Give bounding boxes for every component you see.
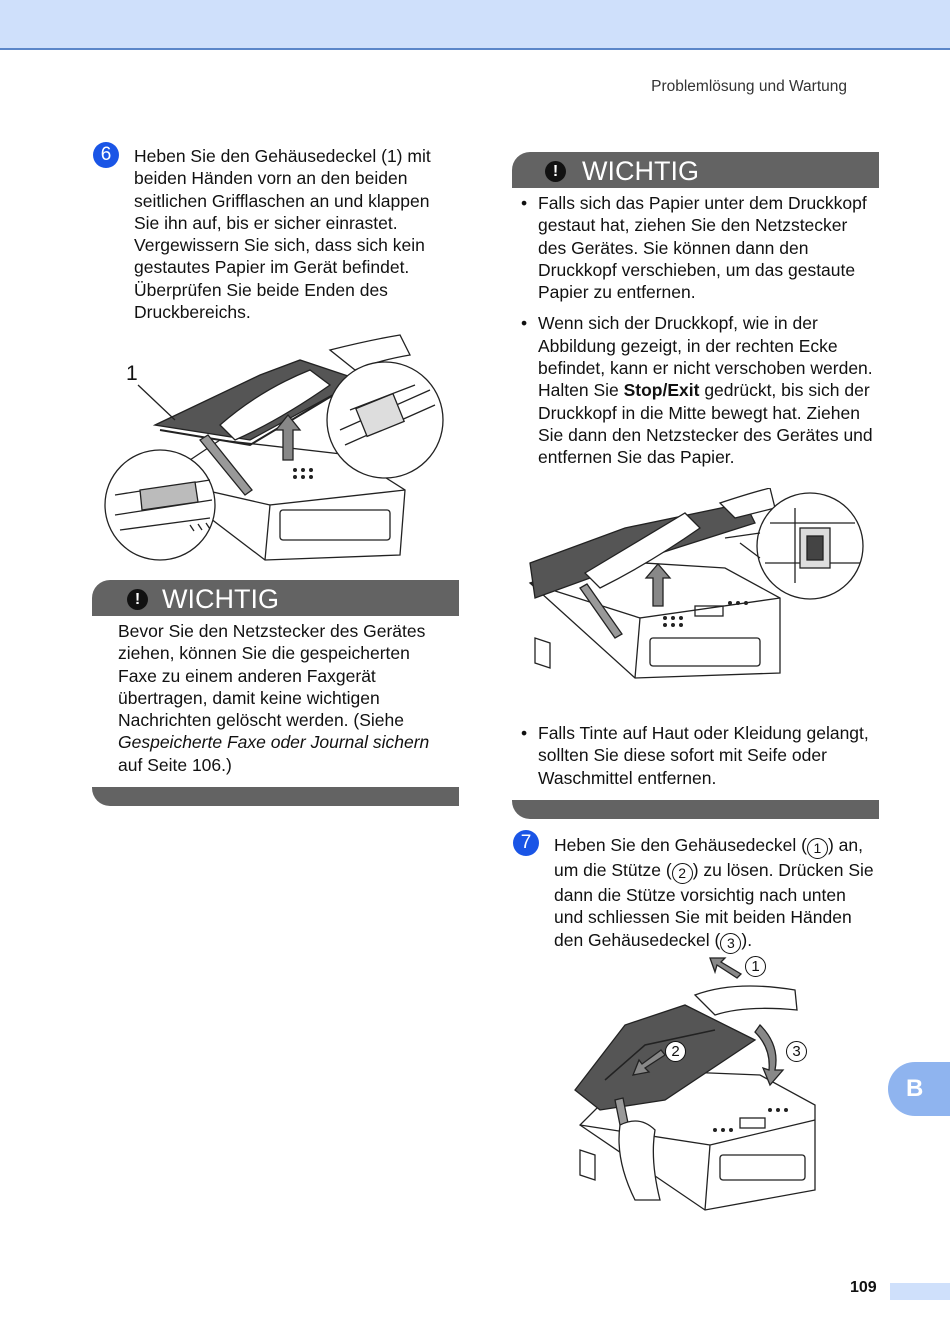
warning-left-text-1: Bevor Sie den Netzstecker des Gerätes ziehen, können Sie die gespeicherten Faxe zu einem anderen Faxgerät übertragen, damit keine wichtigen Nachrichten gelöscht werden. (Siehe [118, 621, 426, 731]
warning-left-text-2: auf Seite 106.) [118, 754, 232, 775]
callout-circle-1: 1 [745, 956, 766, 977]
exclamation-icon: ! [545, 161, 566, 182]
warning-right-header [512, 152, 879, 188]
warning-left-reference: Gespeicherte Faxe oder Journal sichern [118, 732, 430, 753]
illustration-close-cover [565, 950, 825, 1215]
footer-bar [890, 1283, 950, 1300]
step-7-text-2: ) an, um die Stütze ( [554, 835, 863, 880]
step-7-text-3: ) zu lösen. Drücken Sie dann die Stütze vorsichtig nach unten und schliessen Sie mit beiden Händen den Gehäusedeckel ( [554, 860, 874, 950]
warning-bullet-3: • Falls Tinte auf Haut oder Kleidung gelangt, sollten Sie diese sofort mit Seife oder Waschmittel entfernen. [513, 722, 878, 789]
warning-left-footer-bar [92, 787, 459, 806]
exclamation-icon: ! [127, 589, 148, 610]
step-7-text-1: Heben Sie den Gehäusedeckel ( [554, 835, 807, 855]
page-number: 109 [850, 1279, 877, 1296]
callout-circle-2: 2 [665, 1041, 686, 1062]
chapter-tab-b[interactable]: B [888, 1062, 950, 1116]
step-7-badge: 7 [513, 830, 539, 856]
warning-right-title: WICHTIG [582, 156, 699, 186]
warning-right-list [513, 192, 878, 478]
circled-number-3: 3 [720, 933, 741, 954]
warning-left-header [92, 580, 459, 616]
stop-exit-key-label: Stop/Exit [623, 380, 700, 401]
warning-right-list-2 [513, 722, 878, 798]
step-7-text-4: ). [741, 929, 753, 950]
callout-1: 1 [126, 362, 138, 385]
warning-right-footer-bar [512, 800, 879, 819]
warning-bullet-1: • Falls sich das Papier unter dem Druckkopf gestaut hat, ziehen Sie den Netzstecker des Gerätes. Sie können dann den Druckkopf verschieben, um das gestaute Papier zu entfernen. [513, 192, 878, 303]
top-banner [0, 0, 950, 50]
step-7-text [554, 834, 879, 954]
step-6-badge: 6 [93, 142, 119, 168]
circled-number-2: 2 [672, 863, 693, 884]
page-header-title: Problemlösung und Wartung [651, 78, 847, 95]
warning-left-body [118, 620, 453, 776]
warning-bullet-2-text-1: Wenn sich der Druckkopf, wie in der Abbildung gezeigt, in der rechten Ecke befindet, kann er nicht verschoben werden. Halten Sie [538, 313, 873, 401]
illustration-print-head [525, 488, 867, 684]
warning-bullet-2-text-2: gedrückt, bis sich der Druckkopf in die Mitte bewegt hat. Ziehen Sie dann den Netzstecker des Gerätes und entfernen Sie das Papier. [538, 380, 873, 468]
illustration-open-cover [100, 330, 450, 562]
step-6-text: Heben Sie den Gehäusedeckel (1) mit beiden Händen vorn an den beiden seitlichen Grifflaschen an und klappen Sie ihn auf, bis er sicher einrastet. Vergewissern Sie sich, dass sich kein gestautes Papier im Gerät befindet. Überprüfen Sie beide Enden des Druckbereichs. [134, 146, 431, 323]
circled-number-1: 1 [807, 838, 828, 859]
callout-circle-3: 3 [786, 1041, 807, 1062]
warning-left-title: WICHTIG [162, 584, 279, 614]
warning-bullet-2 [513, 312, 878, 468]
